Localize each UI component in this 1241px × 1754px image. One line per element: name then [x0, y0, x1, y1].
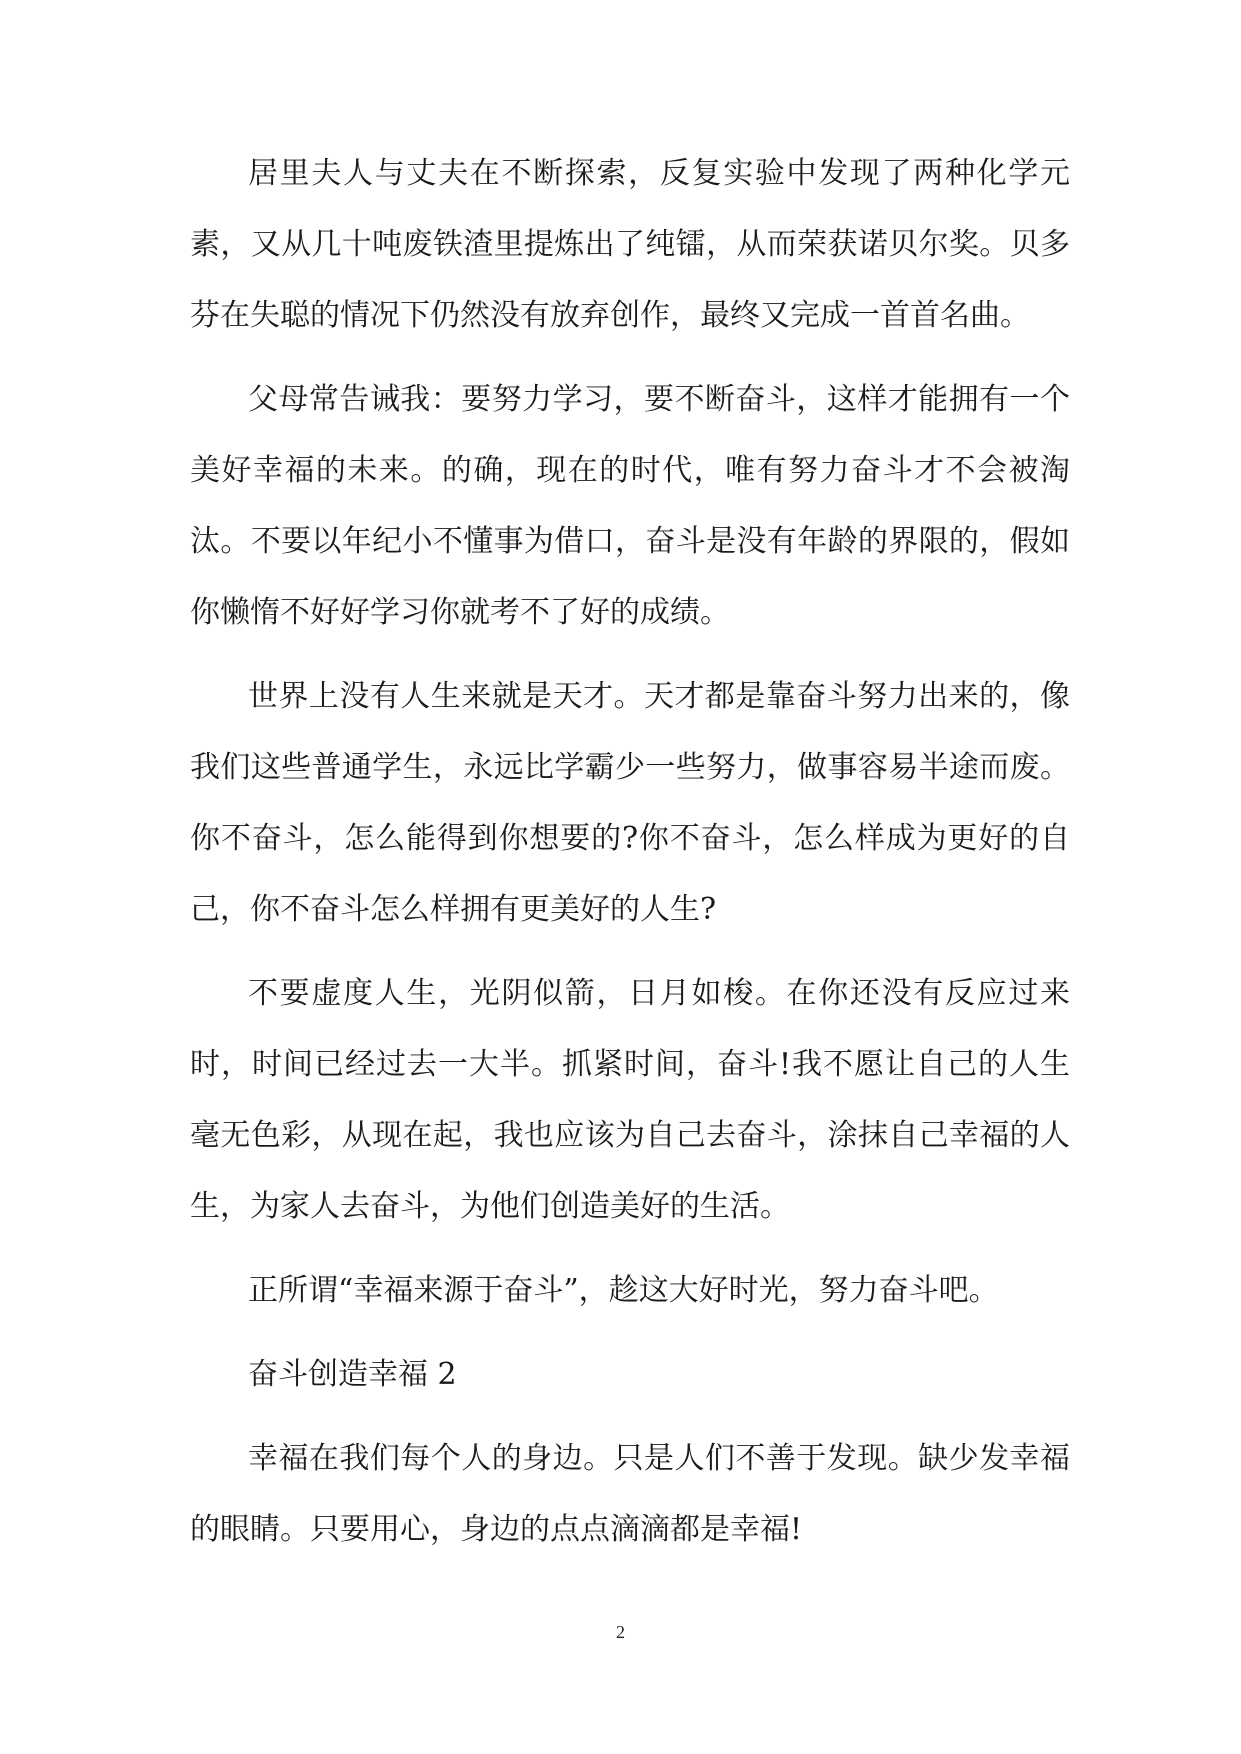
paragraph-happiness-around: 幸福在我们每个人的身边。只是人们不善于发现。缺少发幸福的眼睛。只要用心，身边的点点滴滴都是幸福!: [190, 1441, 1070, 1547]
paragraph-curie-beethoven: 居里夫人与丈夫在不断探索，反复实验中发现了两种化学元素，又从几十吨废铁渣里提炼出了纯镭，从而荣获诺贝尔奖。贝多芬在失聪的情况下仍然没有放弃创作，最终又完成一首首名曲。: [190, 156, 1070, 333]
paragraph-conclusion: 正所谓“幸福来源于奋斗”，趁这大好时光，努力奋斗吧。: [248, 1273, 999, 1308]
section-heading: 奋斗创造幸福 2: [248, 1357, 457, 1392]
paragraph-no-born-genius: 世界上没有人生来就是天才。天才都是靠奋斗努力出来的，像我们这些普通学生，永远比学霸少一些努力，做事容易半途而废。你不奋斗，怎么能得到你想要的?你不奋斗，怎么样成为更好的自己，你不奋斗怎么样拥有更美好的人生?: [190, 679, 1070, 927]
document-body: [190, 138, 1070, 1578]
page-number: 2: [616, 1622, 625, 1642]
paragraph-parents-advice: 父母常告诫我：要努力学习，要不断奋斗，这样才能拥有一个美好幸福的未来。的确，现在的时代，唯有努力奋斗才不会被淘汰。不要以年纪小不懂事为借口，奋斗是没有年龄的界限的，假如你懒惰不好好学习你就考不了好的成绩。: [190, 382, 1070, 630]
paragraph-time-flies: 不要虚度人生，光阴似箭，日月如梭。在你还没有反应过来时，时间已经过去一大半。抓紧时间，奋斗!我不愿让自己的人生毫无色彩，从现在起，我也应该为自己去奋斗，涂抹自己幸福的人生，为家人去奋斗，为他们创造美好的生活。: [190, 976, 1070, 1224]
